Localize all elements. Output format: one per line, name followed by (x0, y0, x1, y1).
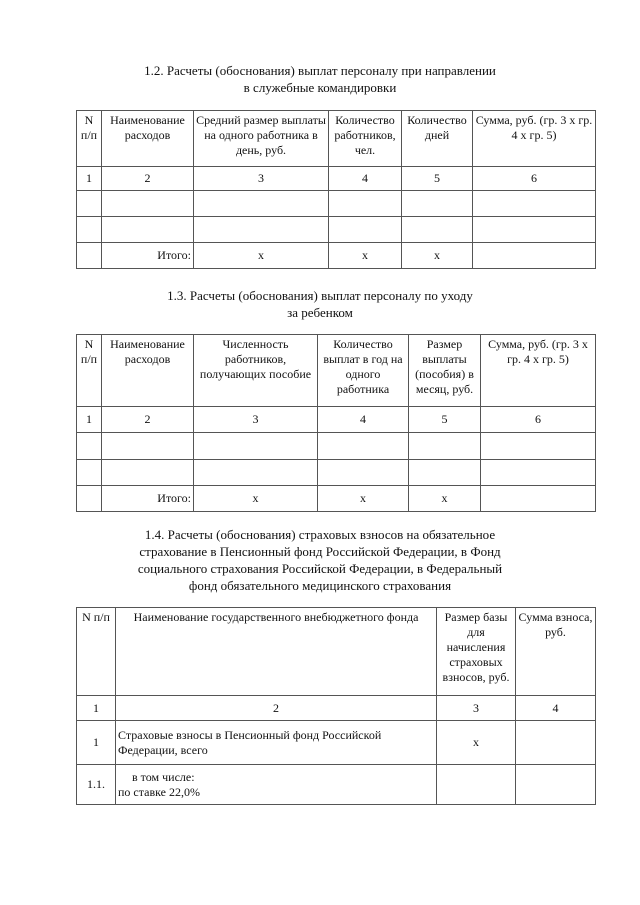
fund-name-line: по ставке 22,0% (118, 784, 200, 799)
title-line: 1.4. Расчеты (обоснования) страховых взносов на обязательное (144, 527, 496, 542)
column-number-row (77, 167, 596, 191)
table-header-row (77, 111, 596, 167)
total-mark: x (318, 486, 409, 512)
section-1-3-title (0, 287, 640, 321)
title-line: социального страхования Российской Федерации, в Федеральный (137, 561, 503, 576)
header-cell: N п/п (77, 608, 116, 696)
cell[interactable] (102, 433, 194, 460)
cell[interactable] (473, 217, 596, 243)
header-cell: Наименование государственного внебюджетного фонда (116, 608, 437, 696)
header-cell: N п/п (77, 335, 102, 407)
cell[interactable] (77, 433, 102, 460)
table-header-row (77, 608, 596, 696)
header-cell: Размер базы для начисления страховых взносов, руб. (437, 608, 516, 696)
cell[interactable] (318, 460, 409, 486)
cell (77, 243, 102, 269)
total-row (77, 243, 596, 269)
title-line: за ребенком (287, 305, 353, 320)
table-row (77, 433, 596, 460)
total-mark: x (402, 243, 473, 269)
base-cell[interactable] (437, 765, 516, 805)
fund-name (116, 765, 437, 805)
header-cell: Сумма взноса, руб. (516, 608, 596, 696)
header-cell: Сумма, руб. (гр. 3 x гр. 4 x гр. 5) (481, 335, 596, 407)
cell[interactable] (402, 191, 473, 217)
column-number: 3 (194, 167, 329, 191)
base-cell: x (437, 721, 516, 765)
cell[interactable] (194, 433, 318, 460)
sum-cell[interactable] (516, 765, 596, 805)
column-number: 4 (318, 407, 409, 433)
column-number: 4 (329, 167, 402, 191)
header-cell: Наименование расходов (102, 335, 194, 407)
header-cell: Количество дней (402, 111, 473, 167)
total-mark: x (329, 243, 402, 269)
column-number: 2 (116, 696, 437, 721)
cell[interactable] (409, 433, 481, 460)
title-line: фонд обязательного медицинского страхования (188, 578, 452, 593)
cell[interactable] (329, 191, 402, 217)
cell[interactable] (473, 191, 596, 217)
cell[interactable] (194, 460, 318, 486)
row-number: 1.1. (77, 765, 116, 805)
header-cell: N п/п (77, 111, 102, 167)
table-row (77, 460, 596, 486)
table-insurance-contributions (76, 607, 596, 805)
column-number: 5 (409, 407, 481, 433)
cell (77, 486, 102, 512)
section-1-4-title (0, 526, 640, 594)
header-cell: Численность работников, получающих пособие (194, 335, 318, 407)
cell[interactable] (481, 460, 596, 486)
header-cell: Количество работников, чел. (329, 111, 402, 167)
column-number: 6 (481, 407, 596, 433)
cell[interactable] (194, 191, 329, 217)
fund-name: Страховые взносы в Пенсионный фонд Российской Федерации, всего (116, 721, 437, 765)
header-cell: Средний размер выплаты на одного работника в день, руб. (194, 111, 329, 167)
column-number: 1 (77, 407, 102, 433)
total-sum-cell[interactable] (473, 243, 596, 269)
header-cell: Сумма, руб. (гр. 3 x гр. 4 x гр. 5) (473, 111, 596, 167)
total-row (77, 486, 596, 512)
table-row (77, 765, 596, 805)
column-number: 2 (102, 167, 194, 191)
column-number-row (77, 407, 596, 433)
sum-cell[interactable] (516, 721, 596, 765)
table-business-trips (76, 110, 596, 269)
table-header-row (77, 335, 596, 407)
title-line: в служебные командировки (243, 80, 397, 95)
total-label: Итого: (102, 243, 194, 269)
cell[interactable] (402, 217, 473, 243)
column-number: 6 (473, 167, 596, 191)
header-cell: Наименование расходов (102, 111, 194, 167)
column-number: 4 (516, 696, 596, 721)
table-childcare (76, 334, 596, 512)
column-number: 2 (102, 407, 194, 433)
column-number: 3 (437, 696, 516, 721)
cell[interactable] (77, 191, 102, 217)
column-number: 1 (77, 696, 116, 721)
column-number-row (77, 696, 596, 721)
title-line: страхование в Пенсионный фонд Российской Федерации, в Фонд (139, 544, 501, 559)
total-mark: x (409, 486, 481, 512)
cell[interactable] (409, 460, 481, 486)
header-cell: Размер выплаты (пособия) в месяц, руб. (409, 335, 481, 407)
column-number: 3 (194, 407, 318, 433)
title-line: 1.2. Расчеты (обоснования) выплат персоналу при направлении (144, 63, 496, 78)
total-label: Итого: (102, 486, 194, 512)
table-row (77, 191, 596, 217)
table-row (77, 217, 596, 243)
total-mark: x (194, 243, 329, 269)
column-number: 1 (77, 167, 102, 191)
header-cell: Количество выплат в год на одного работника (318, 335, 409, 407)
cell[interactable] (77, 217, 102, 243)
column-number: 5 (402, 167, 473, 191)
section-1-2-title (0, 62, 640, 96)
title-line: 1.3. Расчеты (обоснования) выплат персоналу по уходу (167, 288, 473, 303)
fund-name-line: в том числе: (132, 769, 195, 784)
cell[interactable] (194, 217, 329, 243)
cell[interactable] (318, 433, 409, 460)
cell[interactable] (77, 460, 102, 486)
table-row (77, 721, 596, 765)
cell[interactable] (481, 433, 596, 460)
row-number: 1 (77, 721, 116, 765)
cell[interactable] (102, 217, 194, 243)
total-mark: x (194, 486, 318, 512)
total-sum-cell[interactable] (481, 486, 596, 512)
cell[interactable] (102, 191, 194, 217)
cell[interactable] (329, 217, 402, 243)
cell[interactable] (102, 460, 194, 486)
